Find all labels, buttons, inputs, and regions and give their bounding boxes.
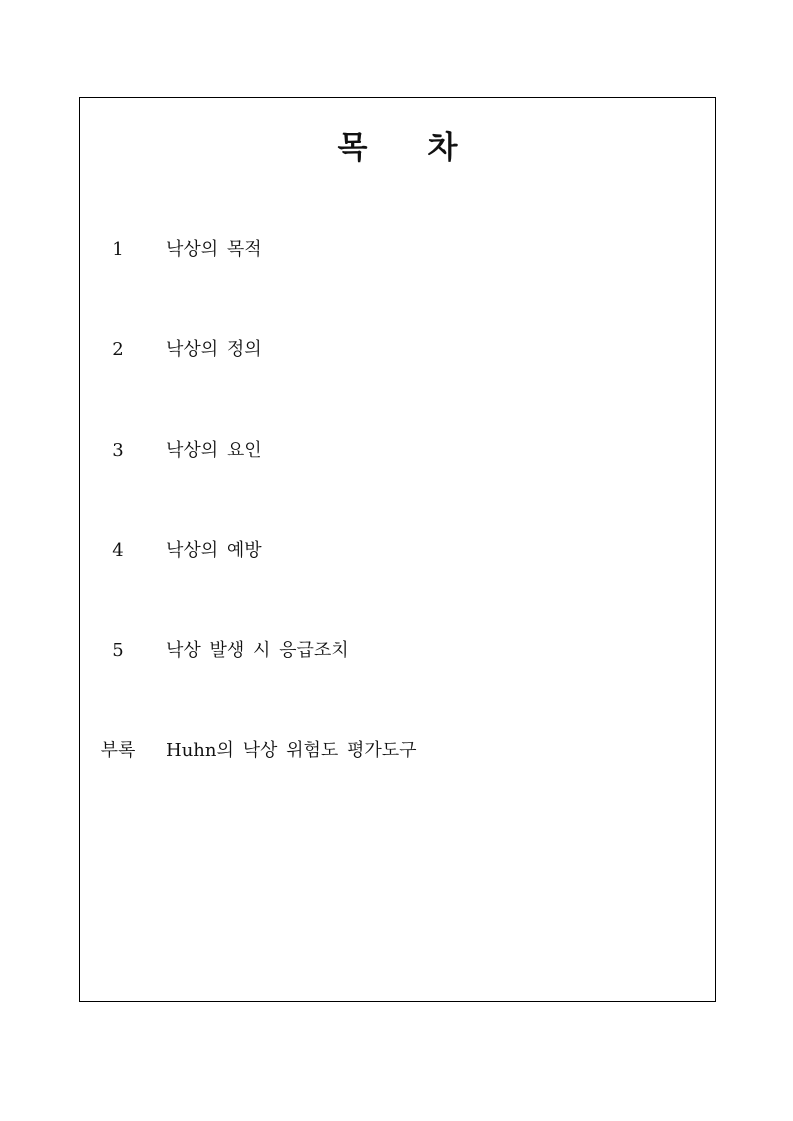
toc-entry-label: 낙상의 목적 (166, 239, 262, 260)
toc-entry-label: 낙상의 정의 (166, 339, 262, 360)
toc-entry-4[interactable] (0, 536, 793, 566)
toc-entry-number: 5 (112, 640, 124, 661)
toc-entry-number: 부록 (100, 740, 136, 761)
toc-entry-number: 2 (112, 339, 124, 360)
title-part-1: 목 (337, 130, 368, 166)
toc-entry-appendix[interactable] (0, 736, 793, 766)
toc-entry-label: 낙상의 예방 (166, 540, 262, 561)
toc-entry-number: 3 (112, 440, 124, 461)
toc-entry-number: 1 (112, 239, 124, 260)
toc-entry-5[interactable] (0, 636, 793, 666)
toc-entry-number: 4 (112, 540, 124, 561)
toc-entry-3[interactable] (0, 436, 793, 466)
toc-entry-label: 낙상의 요인 (166, 440, 262, 461)
toc-entry-2[interactable] (0, 335, 793, 365)
toc-entry-label: Huhn의 낙상 위험도 평가도구 (166, 740, 417, 761)
toc-entry-1[interactable] (0, 235, 793, 265)
toc-entry-label: 낙상 발생 시 응급조치 (166, 640, 349, 661)
title-part-2: 차 (427, 130, 458, 166)
